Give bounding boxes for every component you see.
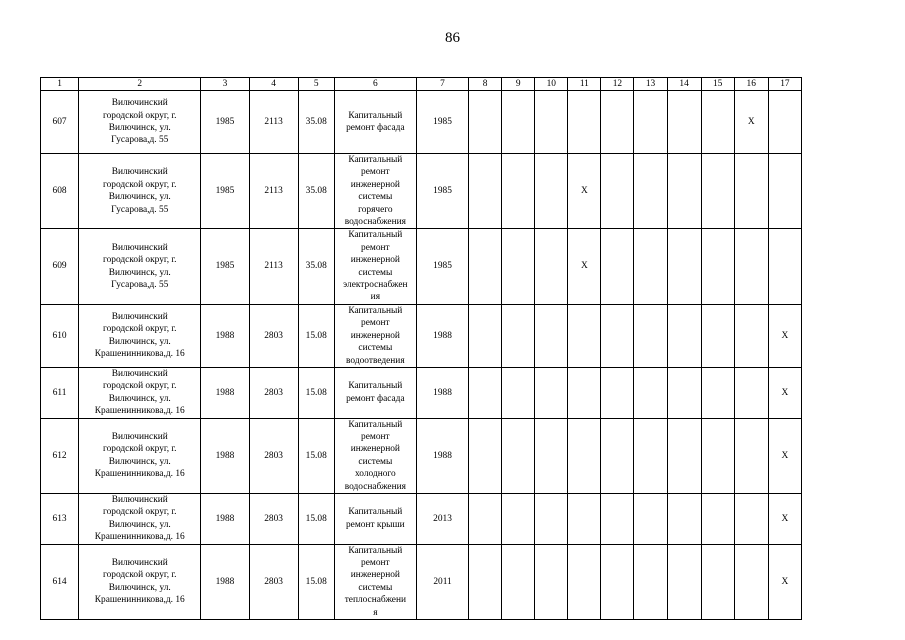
column-header-13: 13 xyxy=(634,78,667,91)
column-header-9: 9 xyxy=(502,78,535,91)
work-type-cell-line: ремонт xyxy=(361,431,390,442)
address-cell xyxy=(79,367,201,418)
year-column-10-cell xyxy=(535,154,568,229)
work-type-cell-line: водоотведения xyxy=(346,355,405,366)
address-cell-line: городской округ, г. xyxy=(102,324,177,335)
table-row xyxy=(41,544,802,619)
work-type-cell xyxy=(334,418,416,493)
address-cell-line: Вилючинский xyxy=(111,242,168,253)
address-cell-line: Вилючинский xyxy=(111,167,168,178)
year-column-15-cell xyxy=(701,91,734,154)
year-column-16-cell xyxy=(734,544,768,619)
address-cell xyxy=(79,229,201,304)
work-type-cell-line: ремонт крыши xyxy=(345,519,405,530)
address-cell-line: Крашенинникова,д. 16 xyxy=(94,595,185,606)
column-number-header-row xyxy=(41,78,802,91)
last-repair-year-cell: 1985 xyxy=(416,91,468,154)
year-column-14-cell xyxy=(667,367,701,418)
year-column-8-cell xyxy=(469,91,502,154)
year-column-10-cell xyxy=(535,493,568,544)
year-column-10-cell xyxy=(535,544,568,619)
address-cell-line: Вилючинск, ул. xyxy=(108,393,171,404)
year-column-16-cell xyxy=(734,367,768,418)
row-number-cell: 610 xyxy=(41,304,79,367)
last-repair-year-cell: 1985 xyxy=(416,154,468,229)
year-column-13-cell xyxy=(634,418,667,493)
table-row xyxy=(41,418,802,493)
address-cell-line: Вилючинский xyxy=(111,494,168,505)
address-cell-line: Вилючинск, ул. xyxy=(108,582,171,593)
year-column-8-cell xyxy=(469,418,502,493)
year-column-16-cell xyxy=(734,493,768,544)
year-built-cell: 1985 xyxy=(201,229,249,304)
last-repair-year-cell: 2011 xyxy=(416,544,468,619)
work-type-cell-line: ия xyxy=(370,292,381,303)
repair-schedule-table xyxy=(40,77,802,620)
year-column-16-cell: Х xyxy=(734,91,768,154)
work-type-cell-line: инженерной xyxy=(350,330,400,341)
year-column-12-cell xyxy=(601,493,634,544)
year-column-9-cell xyxy=(502,91,535,154)
column-header-17: 17 xyxy=(768,78,801,91)
year-column-8-cell xyxy=(469,544,502,619)
address-cell-line: Крашенинникова,д. 16 xyxy=(94,406,185,417)
work-type-cell-line: водоснабжения xyxy=(344,481,406,492)
year-column-10-cell xyxy=(535,418,568,493)
year-column-8-cell xyxy=(469,154,502,229)
year-column-12-cell xyxy=(601,304,634,367)
column-header-4: 4 xyxy=(249,78,298,91)
year-column-10-cell xyxy=(535,91,568,154)
year-column-12-cell xyxy=(601,154,634,229)
address-cell-line: Вилючинск, ул. xyxy=(108,336,171,347)
work-type-cell-line: Капитальный xyxy=(348,507,403,518)
work-type-cell xyxy=(334,544,416,619)
table-row xyxy=(41,91,802,154)
wear-cell: 15.08 xyxy=(298,304,334,367)
address-cell-line: Крашенинникова,д. 16 xyxy=(94,532,185,543)
last-repair-year-cell: 1988 xyxy=(416,304,468,367)
address-cell xyxy=(79,304,201,367)
column-header-3: 3 xyxy=(201,78,249,91)
work-type-cell-line: Капитальный xyxy=(348,155,403,165)
column-header-14: 14 xyxy=(667,78,701,91)
column-header-10: 10 xyxy=(535,78,568,91)
year-column-8-cell xyxy=(469,304,502,367)
year-column-8-cell xyxy=(469,229,502,304)
work-type-cell-line: Капитальный xyxy=(348,545,403,556)
work-type-cell-line: теплоснабжени xyxy=(344,595,406,606)
column-header-16: 16 xyxy=(734,78,768,91)
work-type-cell-line: системы xyxy=(358,343,393,354)
work-type-cell xyxy=(334,91,416,154)
address-cell-line: Крашенинникова,д. 16 xyxy=(94,469,185,480)
year-column-17-cell: Х xyxy=(768,367,801,418)
year-column-15-cell xyxy=(701,304,734,367)
year-column-10-cell xyxy=(535,229,568,304)
area-cell: 2113 xyxy=(249,91,298,154)
column-header-7: 7 xyxy=(416,78,468,91)
year-column-11-cell xyxy=(568,418,601,493)
last-repair-year-cell: 1988 xyxy=(416,418,468,493)
year-column-13-cell xyxy=(634,493,667,544)
year-column-9-cell xyxy=(502,493,535,544)
work-type-cell-line: инженерной xyxy=(350,444,400,455)
address-cell xyxy=(79,154,201,229)
row-number-cell: 608 xyxy=(41,154,79,229)
year-column-14-cell xyxy=(667,91,701,154)
area-cell: 2803 xyxy=(249,493,298,544)
table-row xyxy=(41,229,802,304)
year-column-15-cell xyxy=(701,229,734,304)
work-type-cell-line: Капитальный xyxy=(348,230,403,241)
row-number-cell: 614 xyxy=(41,544,79,619)
address-cell-line: Вилючинский xyxy=(111,558,168,568)
year-column-8-cell xyxy=(469,367,502,418)
year-column-13-cell xyxy=(634,367,667,418)
address-cell-line: Вилючинск, ул. xyxy=(108,519,171,530)
row-number-cell: 611 xyxy=(41,367,79,418)
year-column-9-cell xyxy=(502,304,535,367)
year-column-11-cell xyxy=(568,367,601,418)
year-built-cell: 1985 xyxy=(201,91,249,154)
work-type-cell-line: водоснабжения xyxy=(344,217,406,228)
address-cell xyxy=(79,544,201,619)
address-cell-line: Вилючинский xyxy=(111,98,168,109)
work-type-cell xyxy=(334,367,416,418)
year-column-15-cell xyxy=(701,154,734,229)
address-cell-line: Вилючинский xyxy=(111,368,168,379)
column-header-2: 2 xyxy=(79,78,201,91)
year-column-14-cell xyxy=(667,229,701,304)
year-column-9-cell xyxy=(502,154,535,229)
address-cell xyxy=(79,91,201,154)
work-type-cell-line: системы xyxy=(358,267,393,278)
wear-cell: 35.08 xyxy=(298,154,334,229)
year-column-11-cell xyxy=(568,91,601,154)
table-row xyxy=(41,154,802,229)
work-type-cell-line: ремонт фасада xyxy=(346,123,405,133)
address-cell xyxy=(79,418,201,493)
year-column-14-cell xyxy=(667,154,701,229)
column-header-6: 6 xyxy=(334,78,416,91)
year-column-11-cell xyxy=(568,493,601,544)
year-column-13-cell xyxy=(634,304,667,367)
address-cell-line: Вилючинск, ул. xyxy=(108,456,171,467)
year-column-13-cell xyxy=(634,91,667,154)
year-column-14-cell xyxy=(667,493,701,544)
last-repair-year-cell: 1988 xyxy=(416,367,468,418)
area-cell: 2803 xyxy=(249,367,298,418)
area-cell: 2113 xyxy=(249,229,298,304)
work-type-cell-line: я xyxy=(373,607,378,618)
work-type-cell xyxy=(334,154,416,229)
address-cell-line: городской округ, г. xyxy=(102,507,177,518)
address-cell-line: городской округ, г. xyxy=(102,381,177,392)
year-column-15-cell xyxy=(701,544,734,619)
work-type-cell-line: инженерной xyxy=(350,570,400,581)
address-cell-line: городской округ, г. xyxy=(102,255,177,266)
year-column-11-cell: Х xyxy=(568,154,601,229)
year-column-9-cell xyxy=(502,418,535,493)
work-type-cell-line: Капитальный xyxy=(348,381,403,392)
work-type-cell-line: Капитальный xyxy=(348,305,403,316)
year-column-11-cell xyxy=(568,544,601,619)
year-column-15-cell xyxy=(701,493,734,544)
work-type-cell-line: ремонт xyxy=(361,558,390,568)
address-cell xyxy=(79,493,201,544)
year-built-cell: 1988 xyxy=(201,544,249,619)
year-column-14-cell xyxy=(667,304,701,367)
year-column-13-cell xyxy=(634,544,667,619)
year-column-17-cell: Х xyxy=(768,304,801,367)
address-cell-line: Вилючинский xyxy=(111,312,168,323)
row-number-cell: 612 xyxy=(41,418,79,493)
work-type-cell-line: холодного xyxy=(354,469,396,480)
address-cell-line: городской округ, г. xyxy=(102,570,177,581)
year-column-16-cell xyxy=(734,304,768,367)
year-column-13-cell xyxy=(634,229,667,304)
year-column-11-cell: Х xyxy=(568,229,601,304)
year-column-10-cell xyxy=(535,304,568,367)
work-type-cell-line: Капитальный xyxy=(348,110,403,121)
column-header-12: 12 xyxy=(601,78,634,91)
year-column-17-cell: Х xyxy=(768,493,801,544)
wear-cell: 15.08 xyxy=(298,367,334,418)
area-cell: 2113 xyxy=(249,154,298,229)
row-number-cell: 613 xyxy=(41,493,79,544)
row-number-cell: 607 xyxy=(41,91,79,154)
address-cell-line: Вилючинск, ул. xyxy=(108,267,171,278)
column-header-1: 1 xyxy=(41,78,79,91)
year-column-12-cell xyxy=(601,367,634,418)
area-cell: 2803 xyxy=(249,544,298,619)
year-column-17-cell xyxy=(768,229,801,304)
year-built-cell: 1988 xyxy=(201,493,249,544)
wear-cell: 15.08 xyxy=(298,544,334,619)
year-column-12-cell xyxy=(601,544,634,619)
last-repair-year-cell: 2013 xyxy=(416,493,468,544)
work-type-cell-line: инженерной xyxy=(350,255,400,266)
year-column-15-cell xyxy=(701,418,734,493)
area-cell: 2803 xyxy=(249,304,298,367)
year-column-17-cell xyxy=(768,154,801,229)
year-column-16-cell xyxy=(734,418,768,493)
work-type-cell xyxy=(334,493,416,544)
work-type-cell xyxy=(334,229,416,304)
year-column-16-cell xyxy=(734,229,768,304)
address-cell-line: городской округ, г. xyxy=(102,179,177,190)
row-number-cell: 609 xyxy=(41,229,79,304)
work-type-cell-line: ремонт xyxy=(361,167,390,178)
year-column-9-cell xyxy=(502,367,535,418)
column-header-15: 15 xyxy=(701,78,734,91)
work-type-cell-line: горячего xyxy=(358,204,393,215)
year-column-13-cell xyxy=(634,154,667,229)
address-cell-line: Гусарова,д. 55 xyxy=(111,280,169,291)
year-built-cell: 1988 xyxy=(201,418,249,493)
area-cell: 2803 xyxy=(249,418,298,493)
year-column-14-cell xyxy=(667,418,701,493)
year-column-11-cell xyxy=(568,304,601,367)
wear-cell: 35.08 xyxy=(298,91,334,154)
work-type-cell-line: системы xyxy=(358,192,393,203)
address-cell-line: Гусарова,д. 55 xyxy=(111,204,169,215)
year-column-8-cell xyxy=(469,493,502,544)
year-column-9-cell xyxy=(502,229,535,304)
year-column-17-cell: Х xyxy=(768,544,801,619)
work-type-cell xyxy=(334,304,416,367)
address-cell-line: Гусарова,д. 55 xyxy=(111,135,169,146)
wear-cell: 15.08 xyxy=(298,418,334,493)
year-column-12-cell xyxy=(601,418,634,493)
year-built-cell: 1985 xyxy=(201,154,249,229)
work-type-cell-line: системы xyxy=(358,456,393,467)
year-column-10-cell xyxy=(535,367,568,418)
year-column-17-cell xyxy=(768,91,801,154)
address-cell-line: Вилючинск, ул. xyxy=(108,123,171,133)
work-type-cell-line: ремонт xyxy=(361,242,390,253)
column-header-8: 8 xyxy=(469,78,502,91)
work-type-cell-line: ремонт xyxy=(361,318,390,329)
last-repair-year-cell: 1985 xyxy=(416,229,468,304)
year-column-12-cell xyxy=(601,91,634,154)
work-type-cell-line: электроснабжен xyxy=(343,280,408,291)
address-cell-line: городской округ, г. xyxy=(102,444,177,455)
table-row xyxy=(41,304,802,367)
year-column-15-cell xyxy=(701,367,734,418)
address-cell-line: Вилючинский xyxy=(111,431,168,442)
wear-cell: 35.08 xyxy=(298,229,334,304)
year-column-9-cell xyxy=(502,544,535,619)
address-cell-line: Крашенинникова,д. 16 xyxy=(94,349,185,360)
address-cell-line: Вилючинск, ул. xyxy=(108,192,171,203)
year-column-17-cell: Х xyxy=(768,418,801,493)
year-built-cell: 1988 xyxy=(201,367,249,418)
work-type-cell-line: Капитальный xyxy=(348,419,403,430)
year-column-12-cell xyxy=(601,229,634,304)
work-type-cell-line: инженерной xyxy=(350,179,400,190)
address-cell-line: городской округ, г. xyxy=(102,110,177,121)
work-type-cell-line: системы xyxy=(358,582,393,593)
wear-cell: 15.08 xyxy=(298,493,334,544)
year-built-cell: 1988 xyxy=(201,304,249,367)
column-header-5: 5 xyxy=(298,78,334,91)
table-row xyxy=(41,367,802,418)
column-header-11: 11 xyxy=(568,78,601,91)
year-column-14-cell xyxy=(667,544,701,619)
page-number: 86 xyxy=(445,30,460,46)
table-row xyxy=(41,493,802,544)
work-type-cell-line: ремонт фасада xyxy=(346,393,405,404)
year-column-16-cell xyxy=(734,154,768,229)
